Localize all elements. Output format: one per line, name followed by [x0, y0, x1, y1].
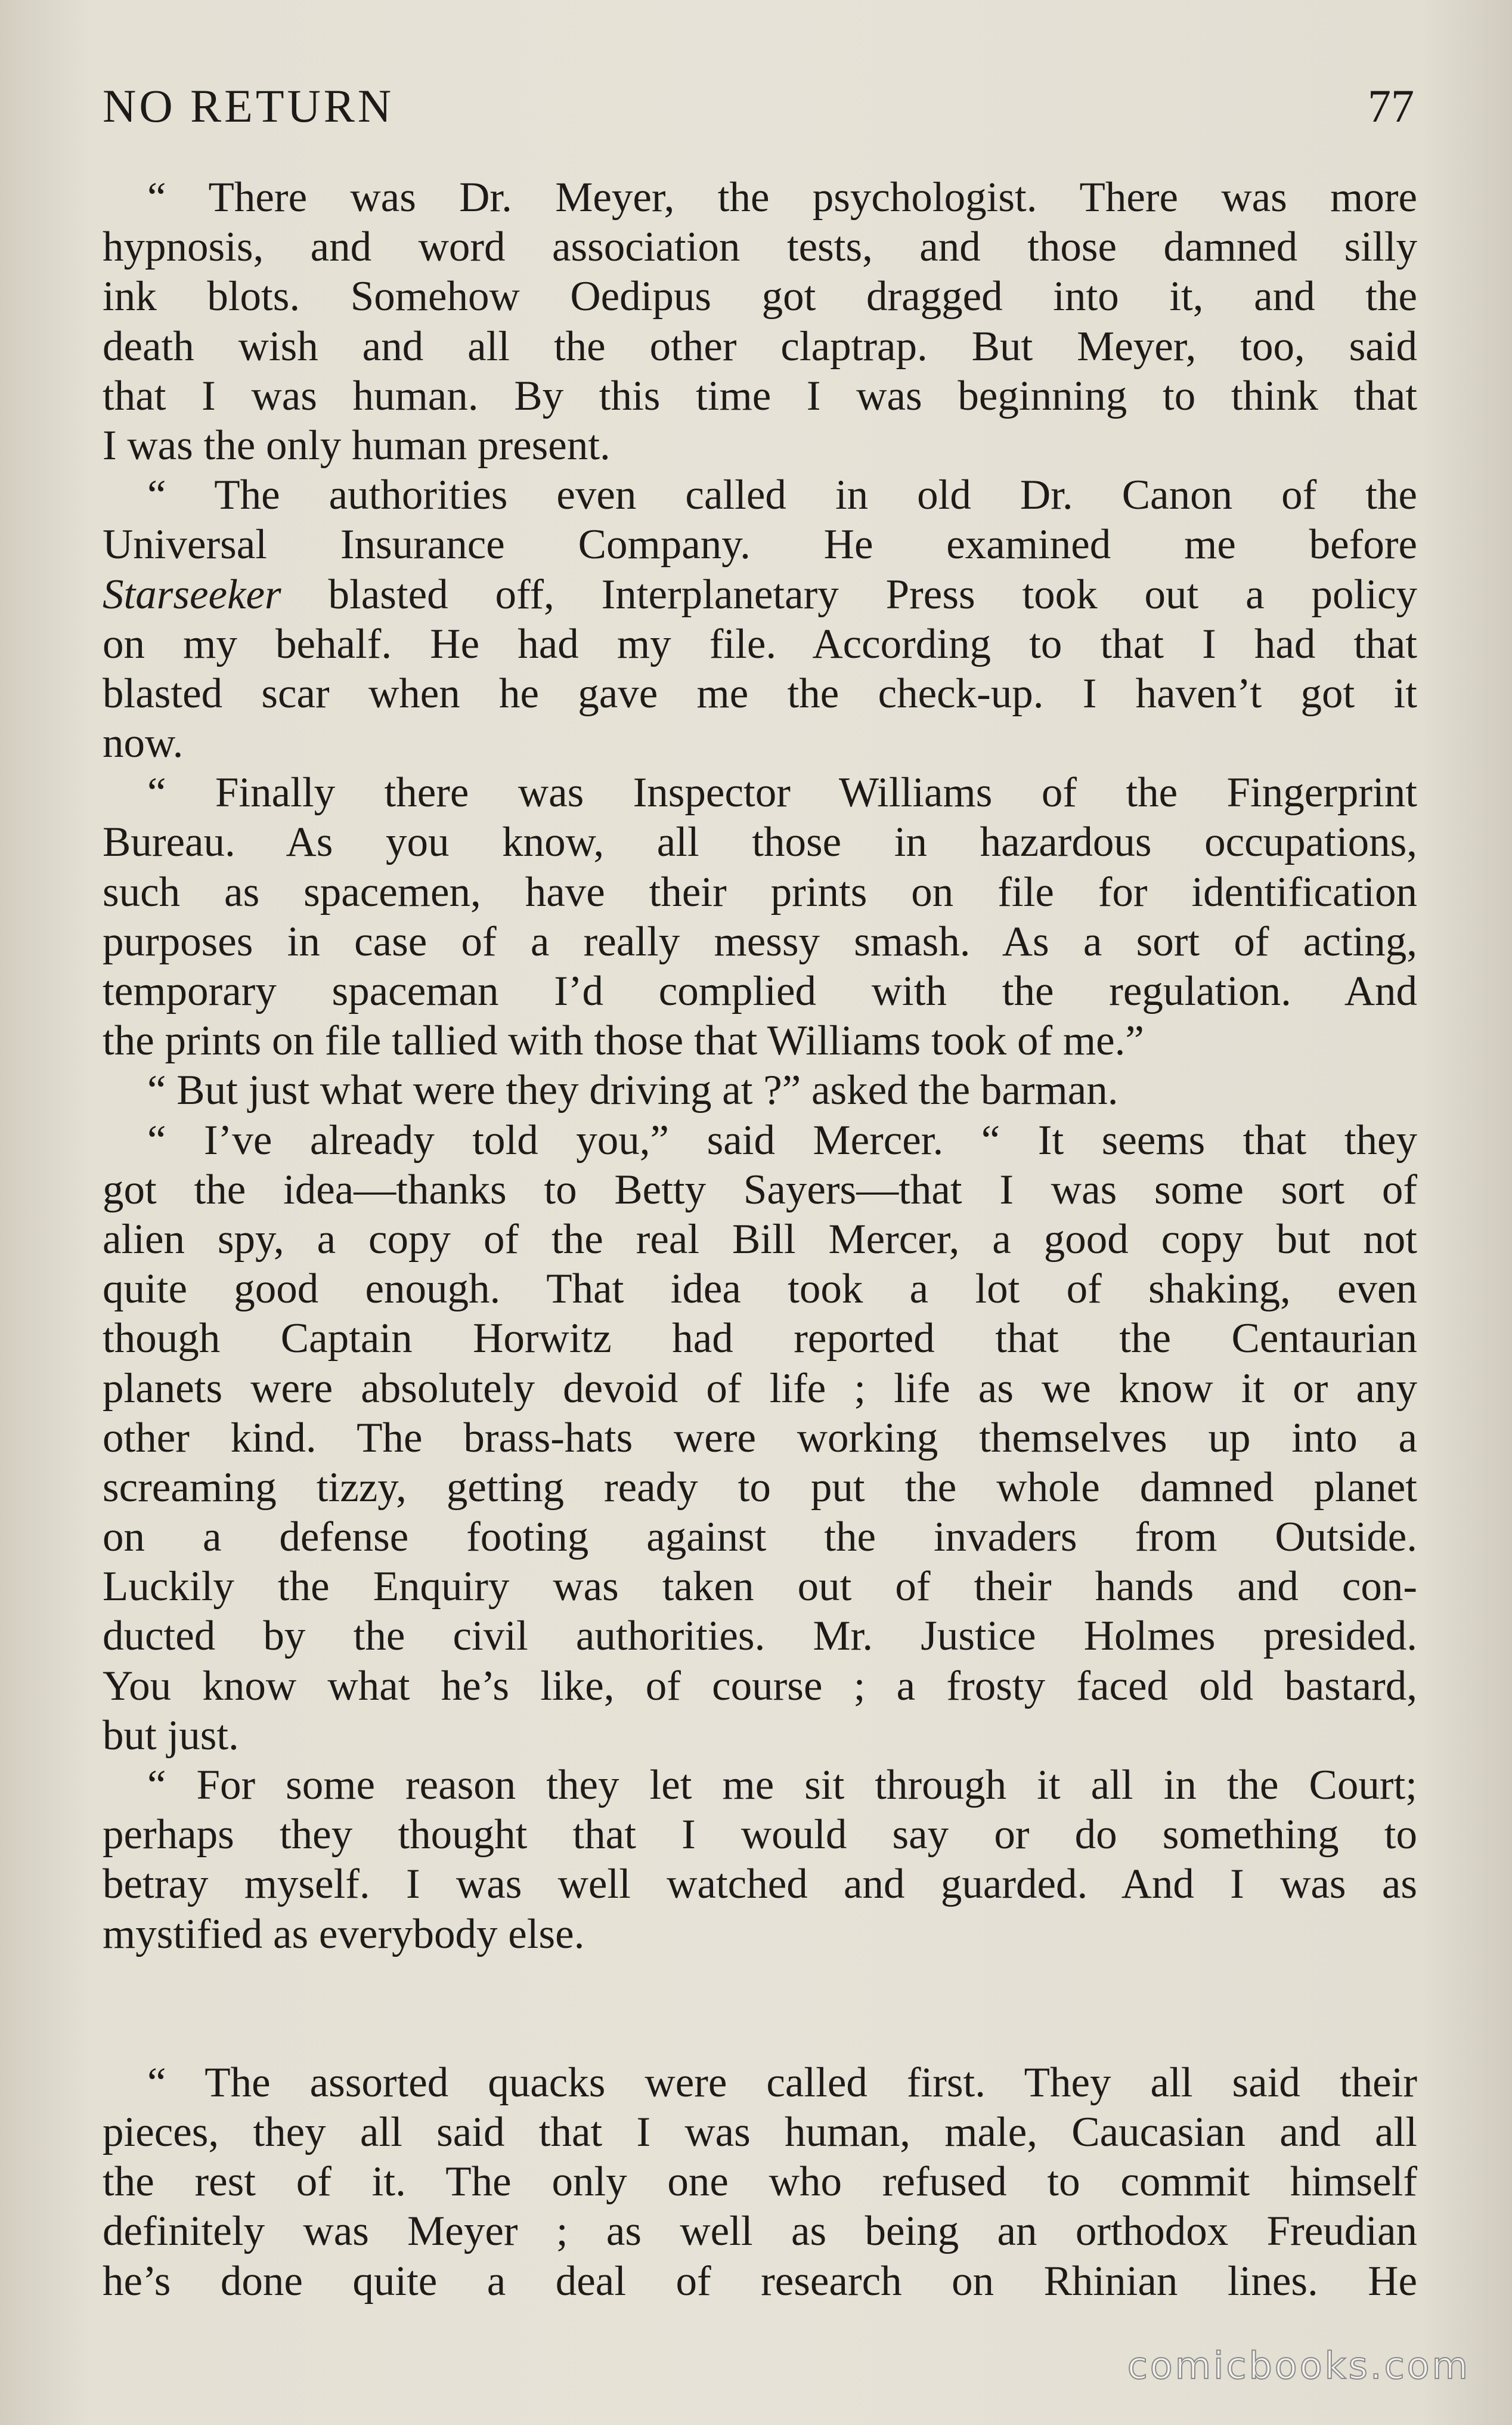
text-line: You know what he’s like, of course ; a frosty faced old bastard,	[103, 1662, 1417, 1709]
text-block-upper	[103, 173, 1417, 1959]
text-line: though Captain Horwitz had reported that the Centaurian	[103, 1315, 1417, 1362]
text-line: “ But just what were they driving at ?” asked the barman.	[147, 1067, 1118, 1114]
text-line: I was the only human present.	[103, 422, 611, 469]
text-line: such as spacemen, have their prints on file for identification	[103, 868, 1417, 915]
text-line: “ There was Dr. Meyer, the psychologist. There was more	[147, 174, 1417, 221]
page-number: 77	[1368, 80, 1414, 132]
text-line: quite good enough. That idea took a lot of shaking, even	[103, 1266, 1417, 1313]
text-line: Starseeker blasted off, Interplanetary Press took out a policy	[103, 571, 1417, 618]
text-block-lower	[103, 2058, 1417, 2306]
text-line: other kind. The brass-hats were working themselves up into a	[103, 1414, 1417, 1461]
text-line: but just.	[103, 1712, 239, 1759]
text-line: got the idea—thanks to Betty Sayers—that I was some sort of	[103, 1166, 1417, 1213]
text-line: he’s done quite a deal of research on Rhinian lines. He	[103, 2257, 1417, 2305]
text-line: the prints on file tallied with those that Williams took of me.”	[103, 1017, 1144, 1065]
text-line: mystified as everybody else.	[103, 1910, 585, 1957]
text-line: hypnosis, and word association tests, and those damned silly	[103, 224, 1417, 271]
text-line: that I was human. By this time I was beginning to think that	[103, 372, 1417, 419]
text-line: now.	[103, 720, 184, 767]
text-line: betray myself. I was well watched and guarded. And I was as	[103, 1861, 1417, 1908]
running-title: NO RETURN	[103, 80, 395, 132]
text-line: Universal Insurance Company. He examined me before	[103, 521, 1417, 568]
text-line: temporary spaceman I’d complied with the regulation. And	[103, 968, 1417, 1014]
watermark-logo: comicbooks.com	[1127, 2344, 1470, 2387]
text-line: purposes in case of a really messy smash. As a sort of acting,	[103, 918, 1417, 965]
text-line: definitely was Meyer ; as well as being an orthodox Freudian	[103, 2208, 1417, 2255]
text-line: ducted by the civil authorities. Mr. Justice Holmes presided.	[103, 1613, 1417, 1660]
text-line: Luckily the Enquiry was taken out of their hands and con-	[103, 1563, 1417, 1610]
text-line: planets were absolutely devoid of life ; life as we know it or any	[103, 1365, 1417, 1412]
text-line: on my behalf. He had my file. According to that I had that	[103, 620, 1417, 667]
text-line: “ Finally there was Inspector Williams of the Fingerprint	[147, 769, 1417, 816]
text-line: screaming tizzy, getting ready to put the whole damned planet	[103, 1464, 1417, 1511]
text-line: Bureau. As you know, all those in hazardous occupations,	[103, 819, 1417, 866]
text-line: on a defense footing against the invaders from Outside.	[103, 1514, 1417, 1561]
text-line: pieces, they all said that I was human, male, Caucasian and all	[103, 2108, 1417, 2155]
text-line: “ For some reason they let me sit through it all in the Court;	[147, 1762, 1417, 1808]
text-line: alien spy, a copy of the real Bill Mercer, a good copy but not	[103, 1215, 1417, 1263]
body-text	[103, 173, 1417, 2306]
text-line: perhaps they thought that I would say or do something to	[103, 1811, 1417, 1858]
text-line: death wish and all the other claptrap. But Meyer, too, said	[103, 323, 1417, 370]
text-line: ink blots. Somehow Oedipus got dragged into it, and the	[103, 273, 1417, 320]
text-line: “ I’ve already told you,” said Mercer. “ It seems that they	[147, 1116, 1417, 1164]
text-line: “ The authorities even called in old Dr. Canon of the	[147, 472, 1417, 519]
page-header	[103, 76, 1414, 136]
text-line: the rest of it. The only one who refused to commit himself	[103, 2158, 1417, 2206]
text-line: “ The assorted quacks were called first. They all said their	[147, 2059, 1417, 2106]
section-break	[103, 1959, 1417, 2058]
text-line: blasted scar when he gave me the check-up. I haven’t got it	[103, 670, 1417, 717]
